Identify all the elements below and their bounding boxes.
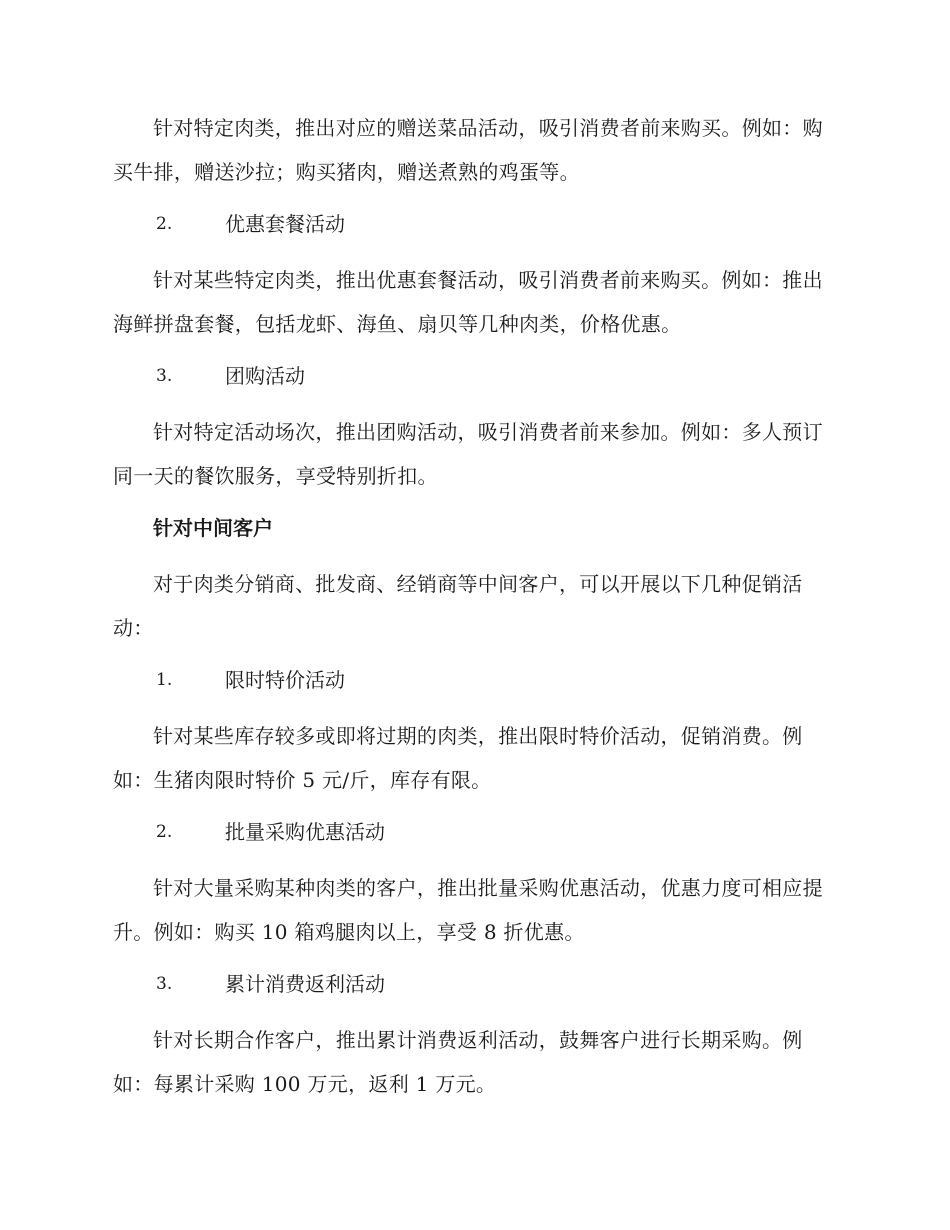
list-item-group-buy bbox=[113, 360, 833, 392]
paragraph-intermediate-intro: 对于肉类分销商、批发商、经销商等中间客户，可以开展以下几种促销活动： bbox=[113, 572, 803, 640]
paragraph-package-deal: 针对某些特定肉类，推出优惠套餐活动，吸引消费者前来购买。例如：推出海鲜拼盘套餐，包括龙虾、海鱼、扇贝等几种肉类，价格优惠。 bbox=[113, 268, 823, 336]
list-item-title: 批量采购优惠活动 bbox=[225, 820, 385, 844]
list-number: 2. bbox=[156, 822, 173, 842]
list-item-title: 累计消费返利活动 bbox=[225, 972, 385, 996]
list-item-package-deal bbox=[113, 208, 833, 240]
list-number: 1. bbox=[156, 670, 173, 690]
list-item-title: 限时特价活动 bbox=[225, 668, 345, 692]
list-number: 2. bbox=[156, 214, 173, 234]
list-item-title: 团购活动 bbox=[225, 364, 305, 388]
section-heading: 针对中间客户 bbox=[153, 516, 273, 540]
paragraph-gift-dishes: 针对特定肉类，推出对应的赠送菜品活动，吸引消费者前来购买。例如：购买牛排，赠送沙拉；购买猪肉，赠送煮熟的鸡蛋等。 bbox=[113, 116, 823, 184]
list-number: 3. bbox=[156, 366, 173, 386]
list-item-title: 优惠套餐活动 bbox=[225, 212, 345, 236]
paragraph-group-buy: 针对特定活动场次，推出团购活动，吸引消费者前来参加。例如：多人预订同一天的餐饮服务，享受特别折扣。 bbox=[113, 420, 823, 488]
list-item-bulk-purchase bbox=[113, 816, 833, 848]
paragraph-bulk-purchase: 针对大量采购某种肉类的客户，推出批量采购优惠活动，优惠力度可相应提升。例如：购买 10 箱鸡腿肉以上，享受 8 折优惠。 bbox=[113, 876, 823, 944]
paragraph-flash-sale: 针对某些库存较多或即将过期的肉类，推出限时特价活动，促销消费。例如：生猪肉限时特价 5 元/斤，库存有限。 bbox=[113, 724, 803, 792]
list-number: 3. bbox=[156, 974, 173, 994]
list-item-flash-sale bbox=[113, 664, 833, 696]
paragraph-cumulative-rebate: 针对长期合作客户，推出累计消费返利活动，鼓舞客户进行长期采购。例如：每累计采购 100 万元，返利 1 万元。 bbox=[113, 1028, 803, 1096]
list-item-cumulative-rebate bbox=[113, 968, 833, 1000]
